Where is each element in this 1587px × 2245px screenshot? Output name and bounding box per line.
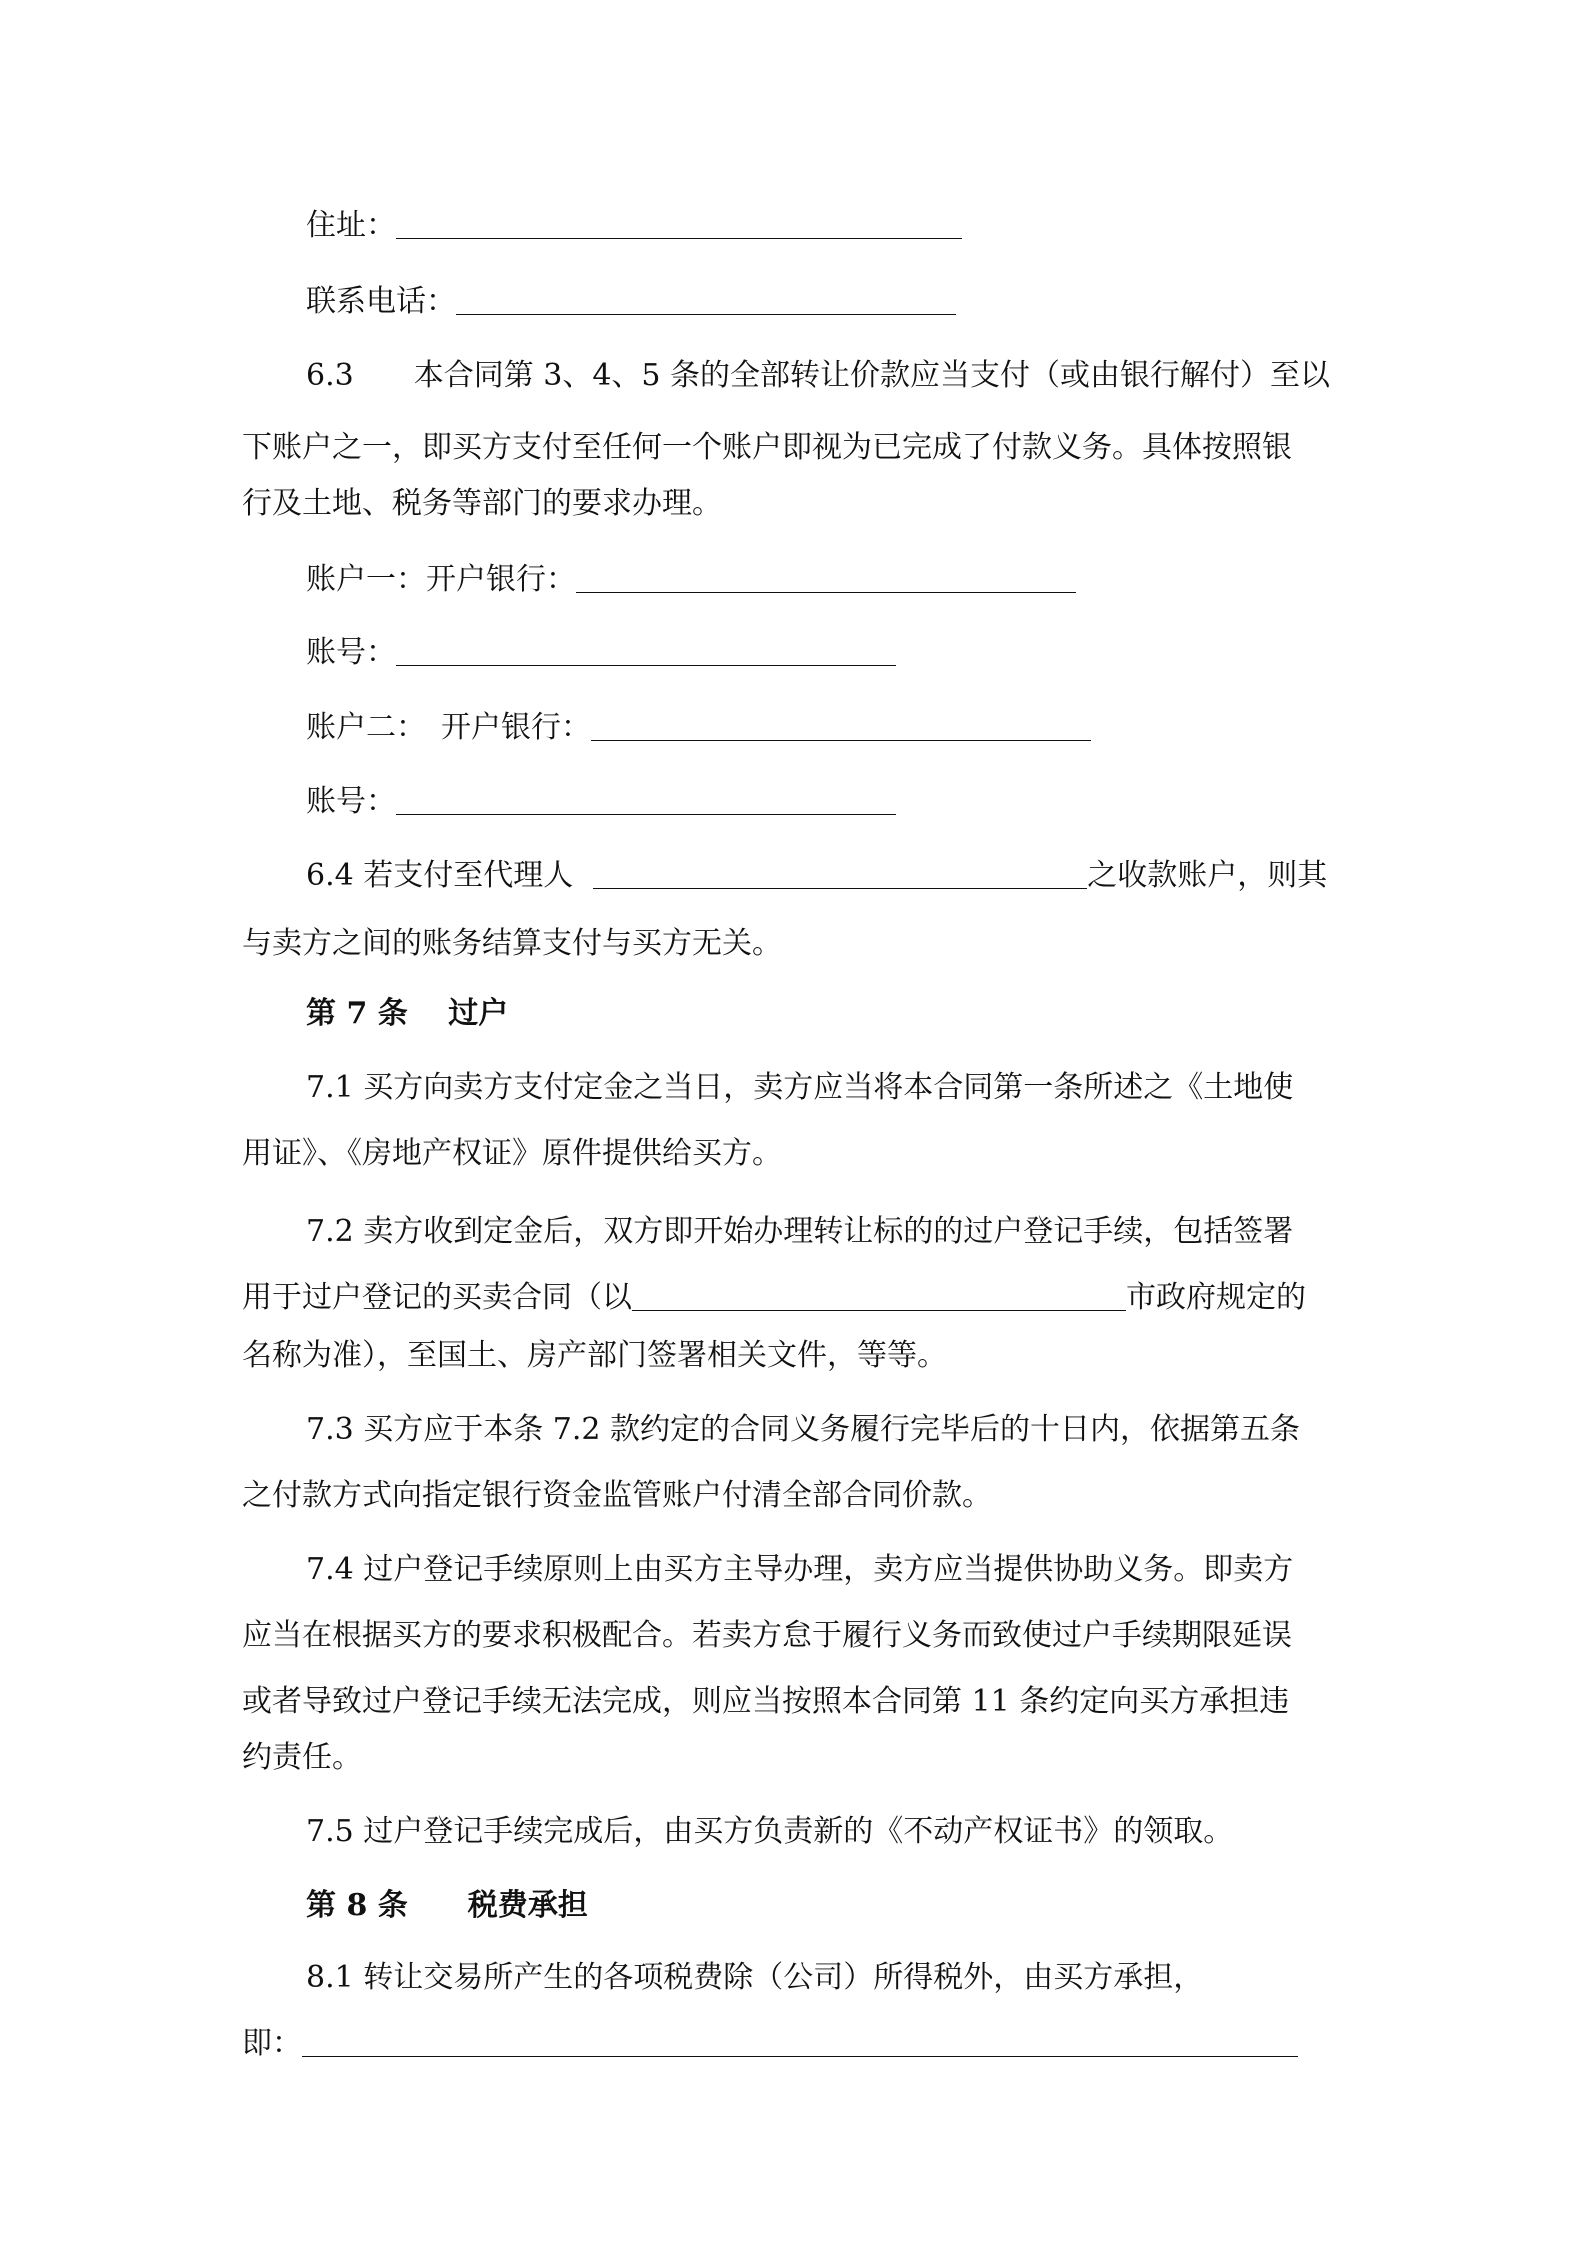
account-2-number-blank[interactable] [396,784,896,815]
clause-7-2-line-2-prefix: 用于过户登记的买卖合同（以 [242,1280,632,1315]
clause-6-3-line-3: 行及土地、税务等部门的要求办理。 [242,486,722,521]
agent-name-blank[interactable] [593,858,1087,889]
address-blank[interactable] [396,208,962,239]
clause-6-3-line-2: 下账户之一，即买方支付至任何一个账户即视为已完成了付款义务。具体按照银 [242,430,1292,465]
clause-7-5-line-1: 7.5 过户登记手续完成后，由买方负责新的《不动产权证书》的领取。 [306,1814,1234,1849]
address-label: 住址： [306,208,396,243]
clause-6-3-line-1: 6.3 本合同第 3、4、5 条的全部转让价款应当支付（或由银行解付）至以 [306,358,1331,393]
phone-label: 联系电话： [306,284,456,319]
account-1-bank-blank[interactable] [576,562,1076,593]
clause-7-2-line-3: 名称为准），至国土、房产部门签署相关文件，等等。 [242,1338,947,1373]
clause-6-4-suffix: 之收款账户，则其 [1087,858,1328,893]
city-name-blank[interactable] [632,1280,1126,1311]
address-line [306,206,1352,246]
account-1-bank-line [306,560,1352,600]
account-1-number-line [306,633,1352,673]
account-2-number-line [306,782,1352,822]
article-7-heading: 第 7 条 过户 [306,996,509,1031]
phone-blank[interactable] [456,284,956,315]
account-2-bank-line [306,708,1352,748]
clause-7-1-line-1: 7.1 买方向卖方支付定金之当日，卖方应当将本合同第一条所述之《土地使 [306,1070,1294,1105]
clause-6-4-line-1 [306,856,1352,896]
article-8-heading: 第 8 条 税费承担 [306,1888,588,1923]
clause-6-4-prefix: 6.4 若支付至代理人 [306,858,574,893]
clause-7-3-line-2: 之付款方式向指定银行资金监管账户付清全部合同价款。 [242,1478,992,1513]
account-2-bank-blank[interactable] [591,710,1091,741]
clause-6-4-line-2: 与卖方之间的账务结算支付与买方无关。 [242,926,782,961]
account-1-number-blank[interactable] [396,635,896,666]
clause-7-1-line-2: 用证》、《房地产权证》原件提供给买方。 [242,1136,782,1171]
clause-7-4-line-2: 应当在根据买方的要求积极配合。若卖方怠于履行义务而致使过户手续期限延误 [242,1618,1292,1653]
clause-7-3-line-1: 7.3 买方应于本条 7.2 款约定的合同义务履行完毕后的十日内，依据第五条 [306,1412,1301,1447]
clause-7-2-line-2 [242,1278,1352,1318]
account-2-bank-label: 账户二： 开户银行： [306,710,591,745]
tax-bearing-blank[interactable] [302,2026,1298,2057]
account-2-number-label: 账号： [306,784,396,819]
clause-7-2-line-2-suffix: 市政府规定的 [1126,1280,1306,1315]
account-1-number-label: 账号： [306,635,396,670]
account-1-bank-label: 账户一：开户银行： [306,562,576,597]
clause-8-1-line-1: 8.1 转让交易所产生的各项税费除（公司）所得税外，由买方承担， [306,1960,1204,1995]
clause-7-4-line-1: 7.4 过户登记手续原则上由买方主导办理，卖方应当提供协助义务。即卖方 [306,1552,1294,1587]
clause-7-4-line-4: 约责任。 [242,1740,362,1775]
phone-line [306,282,1352,322]
clause-7-2-line-1: 7.2 卖方收到定金后，双方即开始办理转让标的的过户登记手续，包括签署 [306,1214,1294,1249]
clause-8-1-line-2 [242,2024,1352,2064]
clause-7-4-line-3: 或者导致过户登记手续无法完成，则应当按照本合同第 11 条约定向买方承担违 [242,1684,1290,1719]
clause-8-1-line-2-prefix: 即： [242,2026,302,2061]
